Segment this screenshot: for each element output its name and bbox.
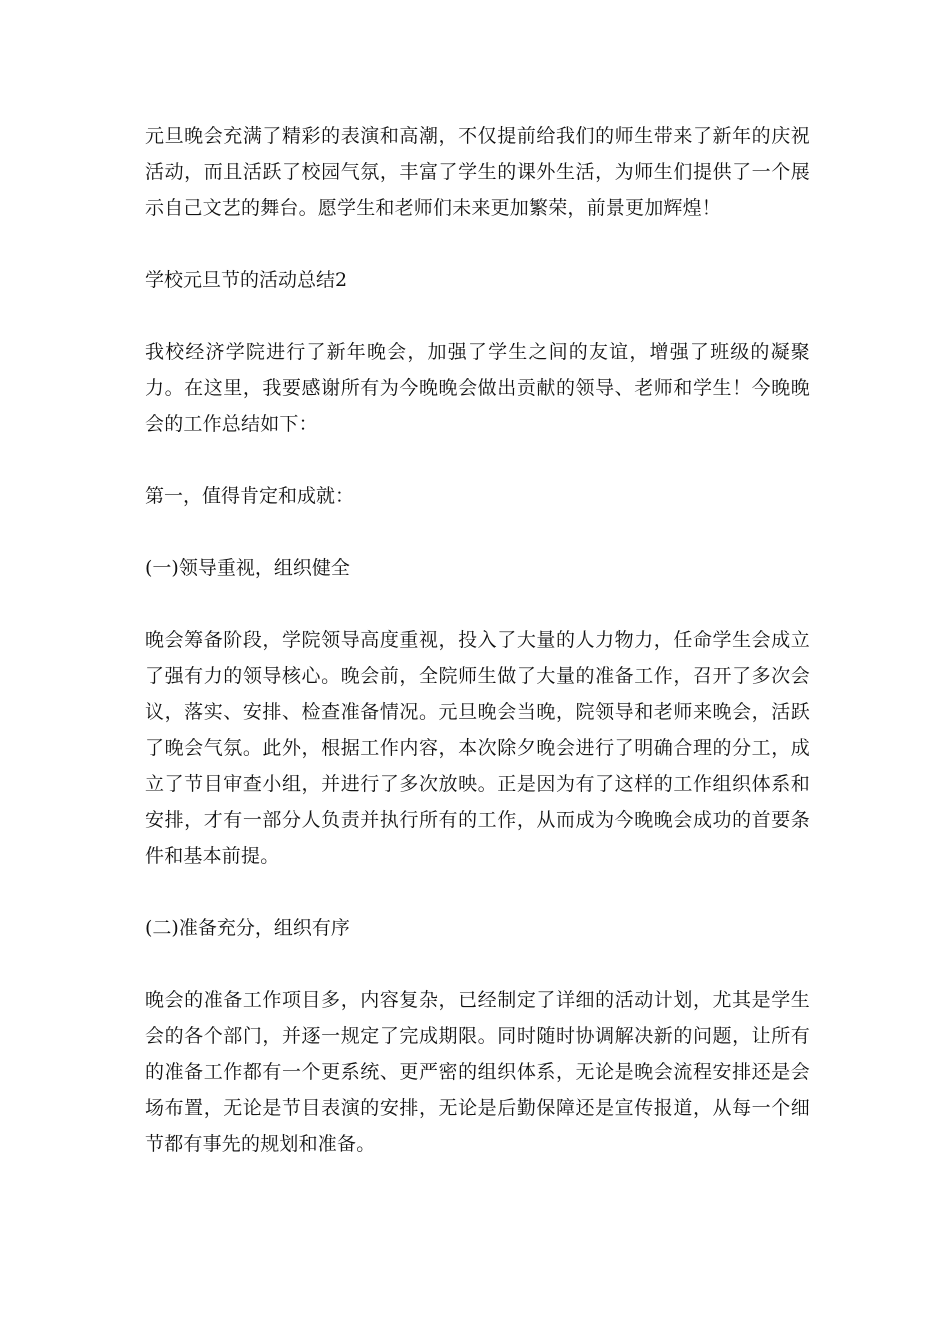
subsection-heading-first: 第一，值得肯定和成就： [145,485,355,507]
section-title: 学校元旦节的活动总结2 [145,269,348,291]
subsection-heading-preparation: (二)准备充分，组织有序 [145,917,350,939]
subsection-heading-leadership: (一)领导重视，组织健全 [145,557,350,579]
paragraph-gap [145,514,810,550]
paragraph-intro: 元旦晚会充满了精彩的表演和高潮，不仅提前给我们的师生带来了新年的庆祝活动，而且活跃了校园气氛，丰富了学生的课外生活，为师生们提供了一个展示自己文艺的舞台。愿学生和老师们未来更加繁荣，前景更加辉煌！ [145,125,810,219]
paragraph-gap [145,298,810,334]
paragraph-gap [145,874,810,910]
paragraph-overview: 我校经济学院进行了新年晚会，加强了学生之间的友谊，增强了班级的凝聚力。在这里，我要感谢所有为今晚晚会做出贡献的领导、老师和学生！今晚晚会的工作总结如下： [145,341,810,435]
paragraph-leadership: 晚会筹备阶段，学院领导高度重视，投入了大量的人力物力，任命学生会成立了强有力的领导核心。晚会前，全院师生做了大量的准备工作，召开了多次会议，落实、安排、检查准备情况。元旦晚会当晚，院领导和老师来晚会，活跃了晚会气氛。此外，根据工作内容，本次除夕晚会进行了明确合理的分工，成立了节目审查小组，并进行了多次放映。正是因为有了这样的工作组织体系和安排，才有一部分人负责并执行所有的工作，从而成为今晚晚会成功的首要条件和基本前提。 [145,629,810,867]
paragraph-gap [145,442,810,478]
paragraph-preparation: 晚会的准备工作项目多，内容复杂，已经制定了详细的活动计划，尤其是学生会的各个部门，并逐一规定了完成期限。同时随时协调解决新的问题，让所有的准备工作都有一个更系统、更严密的组织体系，无论是晚会流程安排还是会场布置，无论是节目表演的安排，无论是后勤保障还是宣传报道，从每一个细节都有事先的规划和准备。 [145,989,810,1155]
paragraph-gap [145,946,810,982]
paragraph-gap [145,226,810,262]
document-body [145,118,810,1162]
paragraph-gap [145,586,810,622]
